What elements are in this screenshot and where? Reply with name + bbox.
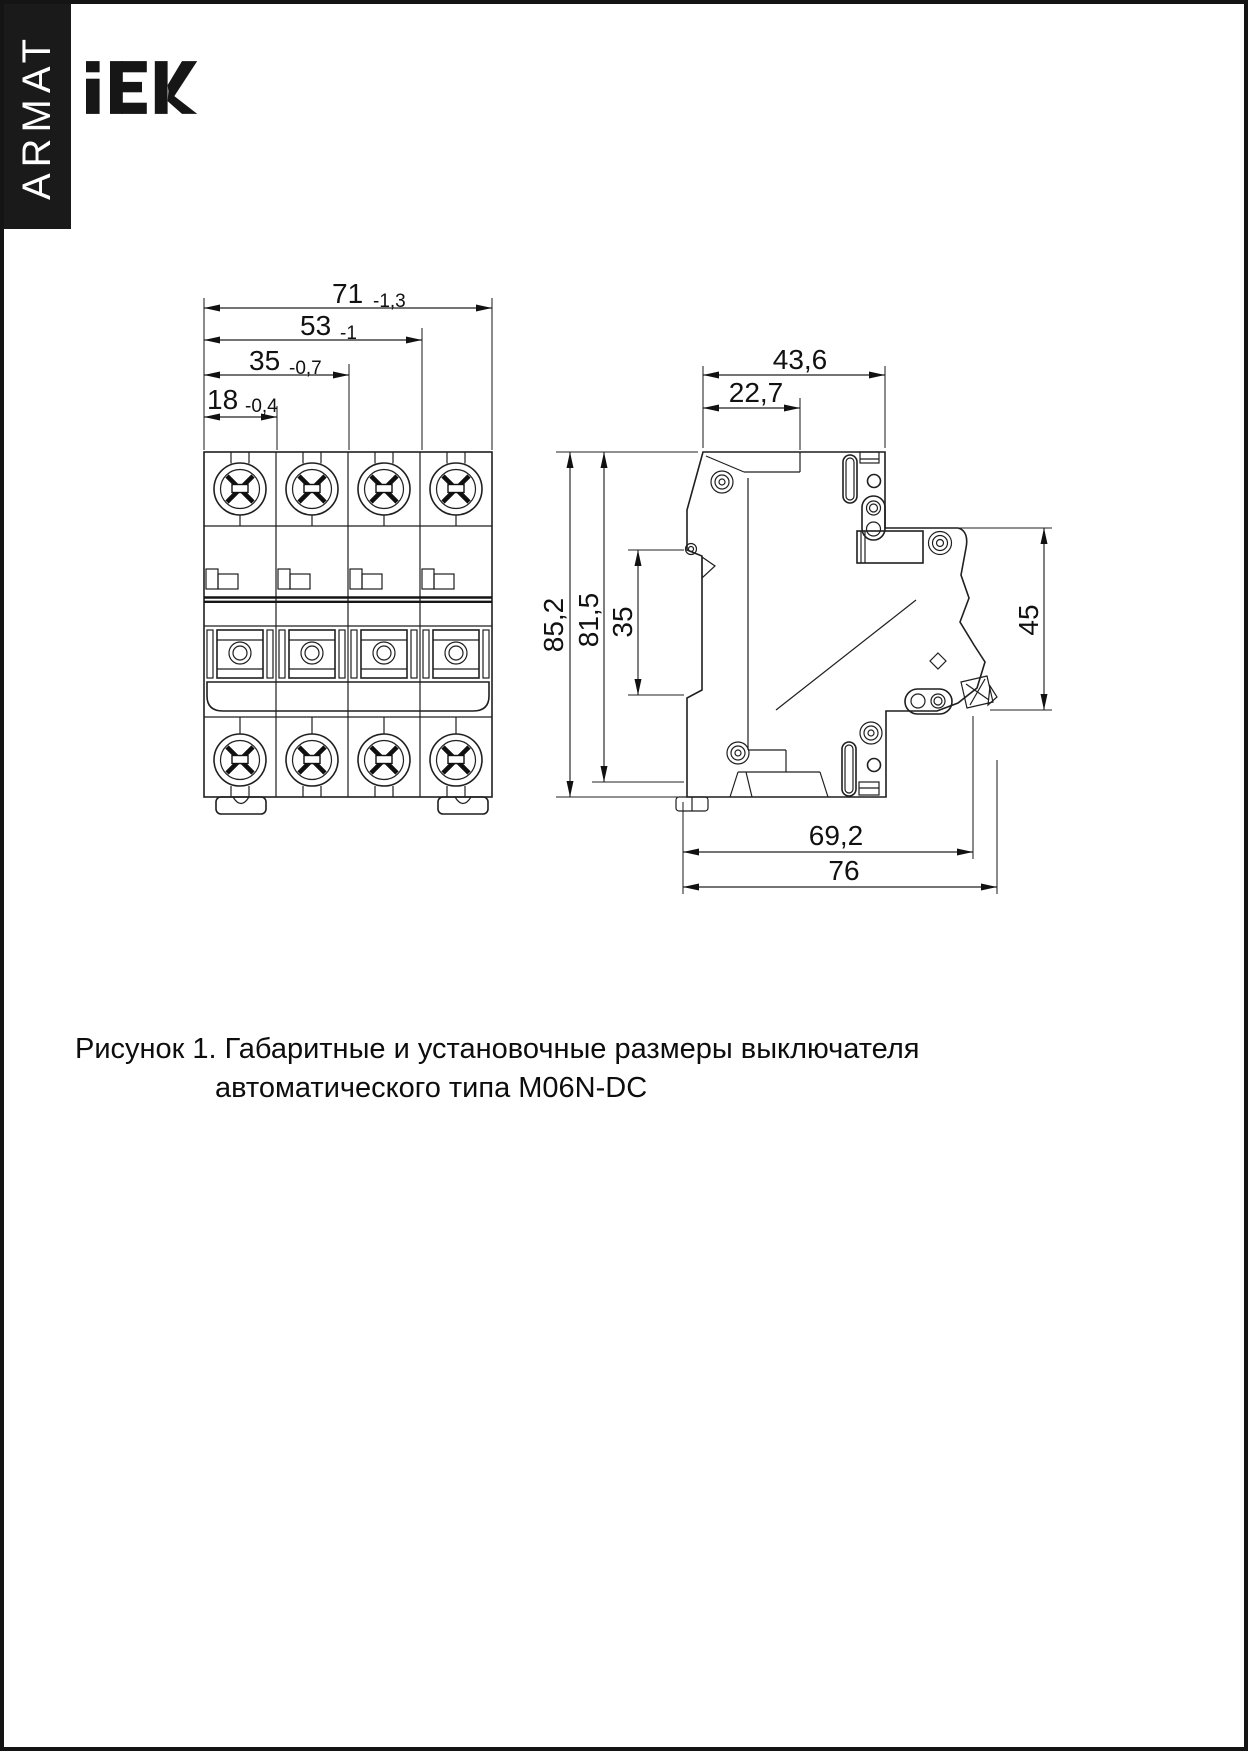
front-mid-tabs: [206, 569, 454, 589]
side-view: [676, 452, 997, 811]
dim-side-22-7: 22,7: [728, 377, 784, 408]
height-dimensions: [538, 452, 698, 797]
front-feet: [216, 797, 488, 814]
side-top-dimensions: [703, 344, 885, 450]
figure-caption: [75, 1030, 1025, 1108]
front-view: [204, 452, 492, 814]
side-screws: [711, 471, 952, 764]
dim-side-76: 76: [828, 855, 860, 886]
figure-caption-line1: Рисунок 1. Габаритные и установочные размеры выключателя: [75, 1033, 920, 1065]
dim-front-18-tol: -0,4: [245, 396, 278, 417]
dim-side-81-5: 81,5: [573, 592, 604, 648]
dim-side-85-2: 85,2: [538, 597, 569, 653]
dim-front-53-tol: -1: [340, 323, 357, 344]
dim-side-43-6: 43,6: [772, 344, 828, 375]
figure-caption-line2: автоматического типа M06N-DC: [215, 1072, 648, 1104]
dim-front-71: 71: [332, 278, 364, 309]
dim-front-35-tol: -0,7: [289, 358, 322, 379]
terminal-dimension: [958, 528, 1052, 710]
side-bottom-dimensions: [683, 716, 997, 894]
dim-front-18: 18: [207, 384, 239, 415]
dim-side-45: 45: [1013, 604, 1044, 636]
armat-vertical-label: ARMAT: [15, 32, 59, 201]
front-dimensions: [204, 278, 492, 450]
dim-front-35: 35: [249, 345, 281, 376]
dim-side-35: 35: [607, 606, 638, 638]
dim-side-69-2: 69,2: [808, 820, 864, 851]
side-outline: [687, 452, 985, 797]
dim-front-53: 53: [300, 310, 332, 341]
dim-front-71-tol: -1,3: [373, 291, 406, 312]
